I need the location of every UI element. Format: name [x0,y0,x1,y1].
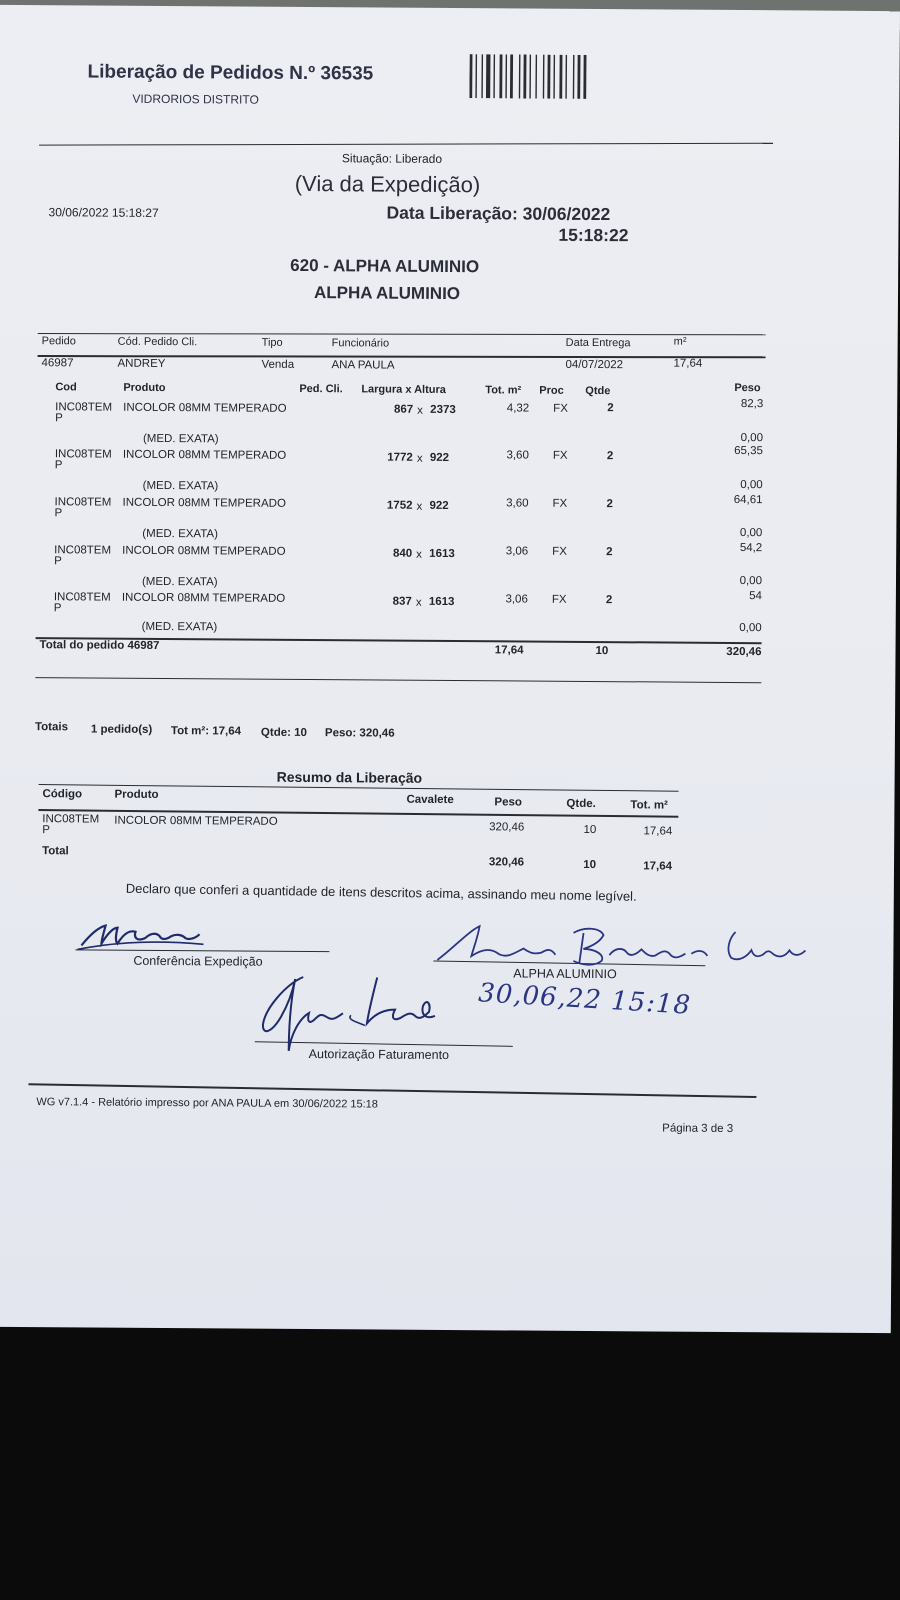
item-produto: INCOLOR 08MM TEMPERADO [123,401,287,415]
situacao-label: Situação: Liberado [341,151,443,166]
item-produto: INCOLOR 08MM TEMPERADO [122,496,286,510]
cliente-signature [433,918,813,981]
item-peso-obs: 0,00 [739,527,763,540]
item-cod: INC08TEM [53,591,111,604]
conferencia-signature [75,913,215,954]
client-line-1: 620 - ALPHA ALUMINIO [290,255,480,277]
footer-page: Página 3 de 3 [662,1122,734,1136]
autorizacao-signature [255,969,456,1063]
conferencia-label: Conferência Expedição [133,953,263,969]
item-tot-m2: 3,06 [505,545,529,558]
item-proc: FX [553,402,568,415]
resumo-total-peso: 320,46 [488,856,525,869]
data-entrega-value: 04/07/2022 [565,358,624,372]
m2-value: 17,64 [673,357,703,370]
col-pedido: Pedido [41,335,76,348]
col-peso: Peso [734,381,761,395]
resumo-col-peso: Peso [494,796,522,809]
order-total-peso: 320,46 [726,645,762,659]
client-line-2: ALPHA ALUMINIO [313,283,461,304]
item-peso-obs: 0,00 [739,622,762,635]
order-total-label: Total do pedido 46987 [39,639,160,652]
item-largura: 867 [393,403,414,416]
col-produto: Produto [123,381,166,395]
item-qtde: 2 [607,402,614,415]
totals-pedidos: 1 pedido(s) [90,723,153,736]
item-peso: 54,2 [739,542,763,555]
item-altura: 922 [429,451,450,465]
item-cod-suffix: P [55,412,63,425]
item-proc: FX [552,545,567,558]
item-peso-obs: 0,00 [739,575,763,588]
item-tot-m2: 3,06 [505,593,528,606]
item-peso: 65,35 [734,444,763,458]
item-cod: INC08TEM [54,448,112,461]
document-title: Liberação de Pedidos N.º 36535 [87,61,374,85]
item-peso: 82,3 [740,398,764,411]
item-largura: 1752 [386,499,413,512]
tipo-value: Venda [261,358,295,371]
resumo-peso: 320,46 [489,821,525,834]
footer-rule [28,1083,756,1098]
item-x: x [416,452,423,465]
data-liberacao: Data Liberação: 30/06/2022 [386,202,611,225]
item-peso-obs: 0,00 [740,432,764,445]
item-proc: FX [551,593,567,606]
order-end-rule [35,677,761,683]
item-x: x [416,500,423,513]
item-qtde: 2 [605,594,613,607]
order-total-qtde: 10 [595,645,609,658]
resumo-tot-m2: 17,64 [643,825,673,838]
resumo-qtde: 10 [583,823,597,837]
resumo-total-qtde: 10 [583,858,597,872]
item-largura: 1772 [387,451,413,464]
item-obs: (MED. EXATA) [142,527,218,541]
resumo-col-cavalete: Cavalete [406,793,454,807]
footer-report: WG v7.1.4 - Relatório impresso por ANA PAULA em 30/06/2022 15:18 [36,1096,378,1111]
item-tot-m2: 4,32 [506,402,530,415]
item-largura: 837 [392,595,412,608]
item-obs: (MED. EXATA) [142,432,219,446]
cod-pedido-cli-value: ANDREY [117,357,166,371]
item-obs: (MED. EXATA) [141,620,218,634]
col-qtde: Qtde [585,384,611,398]
pedido-value: 46987 [41,357,74,370]
funcionario-value: ANA PAULA [331,359,395,372]
item-cod-suffix: P [54,459,63,472]
document-page [0,5,900,1333]
item-x: x [417,404,423,417]
col-cod-pedido-cli: Cód. Pedido Cli. [117,335,198,349]
cliente-label: ALPHA ALUMINIO [513,966,617,982]
item-cod-suffix: P [54,507,63,520]
item-largura: 840 [392,547,413,560]
printed-at: 30/06/2022 15:18:27 [48,205,159,220]
col-ped-cli: Ped. Cli. [299,382,343,396]
item-qtde: 2 [606,546,613,559]
company-name: VIDRORIOS DISTRITO [132,91,259,107]
item-proc: FX [552,497,568,510]
item-qtde: 2 [606,450,614,463]
header-rule [39,143,773,146]
resumo-total-tot-m2: 17,64 [643,860,673,873]
barcode-image [469,54,597,99]
item-altura: 922 [429,499,449,513]
resumo-produto: INCOLOR 08MM TEMPERADO [114,814,278,828]
item-cod: INC08TEM [55,401,113,414]
item-x: x [416,548,422,561]
item-altura: 2373 [430,403,456,417]
resumo-total-label: Total [42,845,69,858]
item-obs: (MED. EXATA) [141,575,218,589]
totals-label: Totais [34,721,69,734]
item-peso: 54 [749,590,762,603]
col-tot-m2: Tot. m² [485,384,522,397]
item-produto: INCOLOR 08MM TEMPERADO [122,544,286,558]
order-total-m2: 17,64 [494,644,524,657]
resumo-col-tot-m2: Tot. m² [630,799,668,812]
item-peso: 64,61 [733,493,763,507]
handwritten-date: 30,06,22 15:18 [477,978,692,1021]
resumo-title: Resumo da Liberação [276,768,423,786]
item-cod: INC08TEM [54,544,112,557]
item-tot-m2: 3,60 [506,449,529,462]
resumo-col-qtde: Qtde. [566,797,596,811]
item-produto: INCOLOR 08MM TEMPERADO [121,591,286,605]
item-x: x [415,596,422,609]
col-m2: m² [673,335,687,348]
col-cod: Cod [55,381,77,394]
col-proc: Proc [539,384,564,397]
resumo-col-produto: Produto [114,788,159,801]
item-peso-obs: 0,00 [740,479,763,492]
col-dims: Largura x Altura [361,383,446,396]
declaration-text: Declaro que conferi a quantidade de itens descritos acima, assinando meu nome legível. [125,880,637,904]
totals-peso: Peso: 320,46 [324,727,395,740]
item-proc: FX [552,449,568,462]
item-obs: (MED. EXATA) [142,479,219,493]
item-cod-suffix: P [53,602,62,615]
item-tot-m2: 3,60 [506,497,529,510]
item-produto: INCOLOR 08MM TEMPERADO [122,448,287,462]
item-altura: 1613 [429,547,455,561]
hora-liberacao: 15:18:22 [558,224,629,246]
item-cod: INC08TEM [54,496,112,509]
item-altura: 1613 [428,595,455,609]
autorizacao-label: Autorização Faturamento [308,1047,450,1063]
item-qtde: 2 [606,498,613,511]
col-funcionario: Funcionário [331,337,390,350]
via-title: (Via da Expedição) [294,170,481,198]
col-data-entrega: Data Entrega [565,336,631,350]
col-tipo: Tipo [261,336,283,349]
item-cod-suffix: P [54,555,62,568]
resumo-codigo-suffix: P [42,824,50,837]
totals-m2: Tot m²: 17,64 [170,725,242,738]
resumo-codigo: INC08TEM [42,813,100,826]
totals-qtde: Qtde: 10 [260,726,307,740]
resumo-col-codigo: Código [42,788,83,801]
